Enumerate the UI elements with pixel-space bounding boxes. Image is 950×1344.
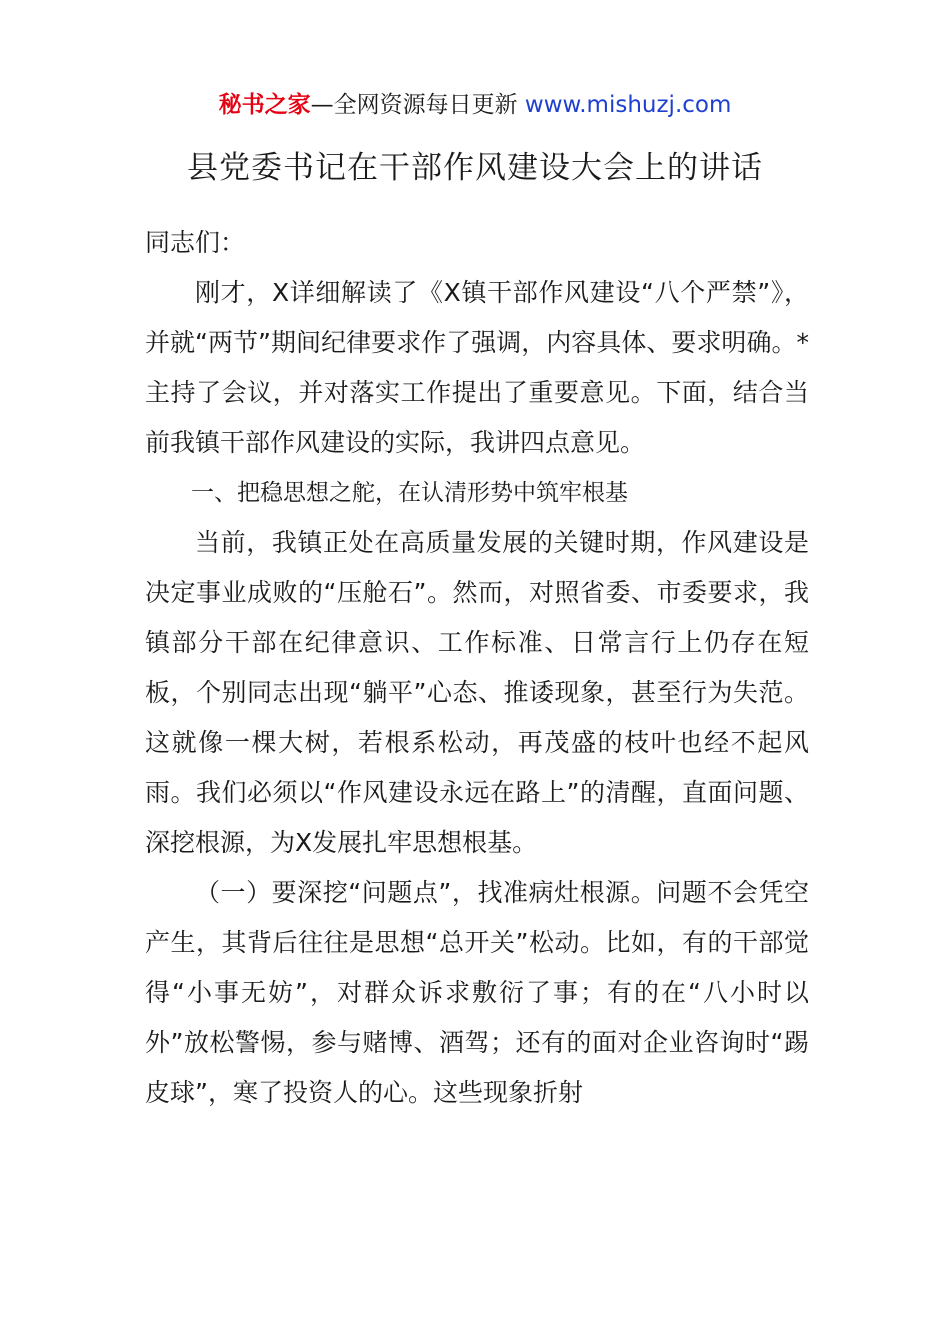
site-header bbox=[0, 88, 950, 122]
document-title: 县党委书记在干部作风建设大会上的讲话 bbox=[187, 150, 763, 186]
site-url-link[interactable]: www.mishuzj.com bbox=[524, 92, 732, 118]
site-brand: 秘书之家 bbox=[218, 92, 311, 118]
section-heading: 一、把稳思想之舵，在认清形势中筑牢根基 bbox=[191, 480, 628, 506]
paragraph: （一）要深挖“问题点”，找准病灶根源。问题不会凭空产生，其背后往往是思想“总开关”松动。比如，有的干部觉得“小事无妨”，对群众诉求敷衍了事；有的在“八小时以外”放松警惕，参与赌博、酒驾；还有的面对企业咨询时“踢皮球”，寒了投资人的心。这些现象折射 bbox=[145, 878, 809, 1107]
salutation: 同志们： bbox=[145, 228, 246, 257]
site-tagline: —全网资源每日更新 bbox=[310, 92, 518, 118]
paragraph: 当前，我镇正处在高质量发展的关键时期，作风建设是决定事业成败的“压舱石”。然而，对照省委、市委要求，我镇部分干部在纪律意识、工作标准、日常言行上仍存在短板，个别同志出现“躺平”心态、推诿现象，甚至行为失范。这就像一棵大树，若根系松动，再茂盛的枝叶也经不起风雨。我们必须以“作风建设永远在路上”的清醒，直面问题、深挖根源，为X发展扎牢思想根基。 bbox=[145, 528, 809, 857]
document-body bbox=[145, 218, 809, 1118]
paragraph: 刚才，X详细解读了《X镇干部作风建设“八个严禁”》，并就“两节”期间纪律要求作了强调，内容具体、要求明确。*主持了会议，并对落实工作提出了重要意见。下面，结合当前我镇干部作风建设的实际，我讲四点意见。 bbox=[145, 278, 809, 457]
